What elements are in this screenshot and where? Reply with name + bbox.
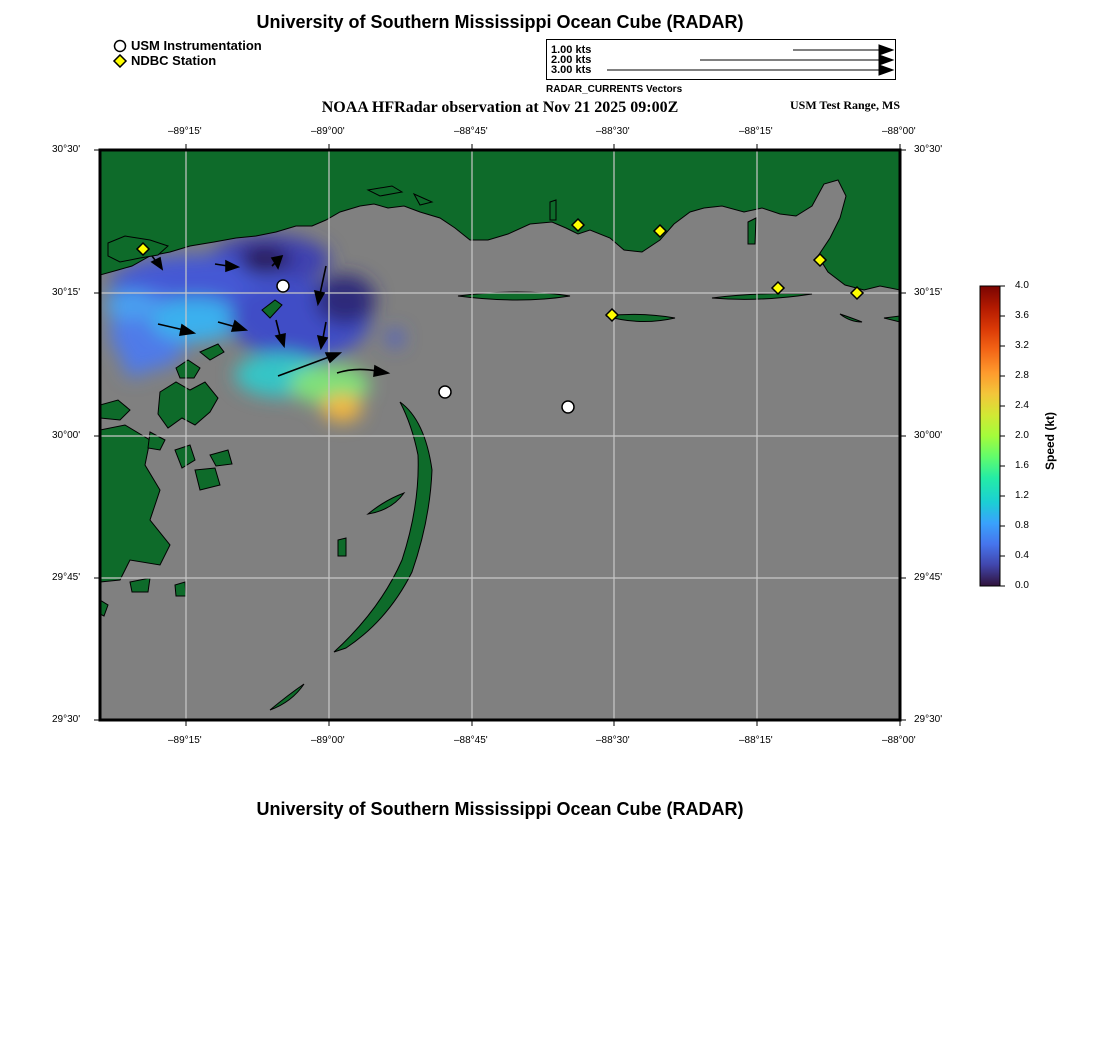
- lat-label-right-5: 29°30': [914, 714, 943, 725]
- vector-scale-label-2: 2.00 kts: [551, 54, 592, 66]
- legend-usm-label: USM Instrumentation: [131, 38, 262, 53]
- vector-scale-label-1: 1.00 kts: [551, 44, 592, 56]
- colorbar-label-0-8: 0.8: [1015, 520, 1029, 531]
- map-title: University of Southern Mississippi Ocean Cube (RADAR): [256, 12, 744, 32]
- colorbar-label-4-0: 4.0: [1015, 280, 1029, 291]
- lon-label-top-1: –89°15': [168, 126, 202, 137]
- speed-colorbar: [975, 282, 1015, 592]
- colorbar-label-3-2: 3.2: [1015, 340, 1029, 351]
- lat-label-left-5: 29°30': [52, 714, 81, 725]
- lat-label-left-2: 30°15': [52, 287, 81, 298]
- lon-label-bottom-3: –88°45': [454, 735, 488, 746]
- lat-label-left-1: 30°30': [52, 144, 81, 155]
- colorbar-label-2-8: 2.8: [1015, 370, 1029, 381]
- lon-label-top-4: –88°30': [596, 126, 630, 137]
- lat-label-right-3: 30°00': [914, 430, 943, 441]
- colorbar-title: Speed (kt): [1043, 411, 1057, 470]
- lon-label-bottom-1: –89°15': [168, 735, 202, 746]
- lat-label-right-4: 29°45': [914, 572, 943, 583]
- legend-ndbc-label: NDBC Station: [131, 53, 217, 68]
- lon-label-top-6: –88°00': [882, 126, 916, 137]
- lat-label-left-4: 29°45': [52, 572, 81, 583]
- lat-label-right-2: 30°15': [914, 287, 943, 298]
- map-title-bottom: University of Southern Mississippi Ocean Cube (RADAR): [256, 799, 744, 819]
- colorbar-label-0-0: 0.0: [1015, 580, 1029, 591]
- colorbar-label-2-4: 2.4: [1015, 400, 1029, 411]
- colorbar-label-0-4: 0.4: [1015, 550, 1029, 561]
- lon-label-top-3: –88°45': [454, 126, 488, 137]
- lat-label-left-3: 30°00': [52, 430, 81, 441]
- lat-label-right-1: 30°30': [914, 144, 943, 155]
- range-label: USM Test Range, MS: [789, 98, 900, 112]
- lon-label-bottom-6: –88°00': [882, 735, 916, 746]
- lon-label-bottom-2: –89°00': [311, 735, 345, 746]
- colorbar-label-3-6: 3.6: [1015, 310, 1029, 321]
- colorbar-label-1-2: 1.2: [1015, 490, 1029, 501]
- observation-subtitle: NOAA HFRadar observation at Nov 21 2025 09:00Z: [321, 99, 679, 116]
- vector-scale-label-3: 3.00 kts: [551, 64, 592, 76]
- vector-scale-caption: RADAR_CURRENTS Vectors: [546, 84, 683, 95]
- lon-label-top-5: –88°15': [739, 126, 773, 137]
- colorbar-label-1-6: 1.6: [1015, 460, 1029, 471]
- lon-label-top-2: –89°00': [311, 126, 345, 137]
- lon-label-bottom-5: –88°15': [739, 735, 773, 746]
- lon-label-bottom-4: –88°30': [596, 735, 630, 746]
- colorbar-label-2-0: 2.0: [1015, 430, 1029, 441]
